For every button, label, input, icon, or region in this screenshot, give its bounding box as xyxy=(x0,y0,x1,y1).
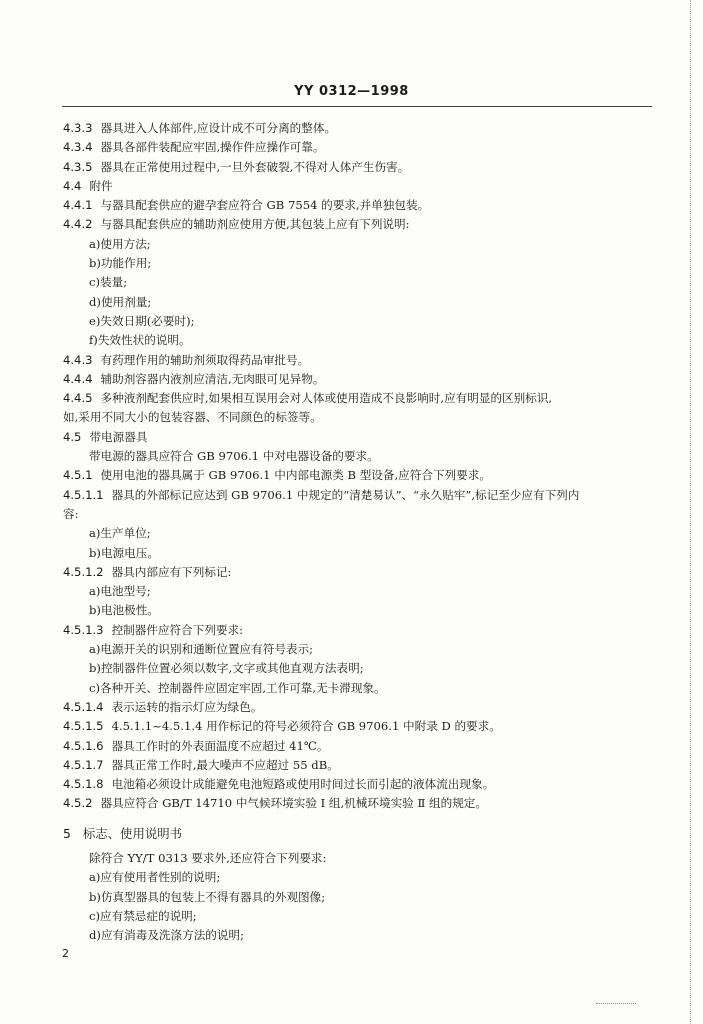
clause-line xyxy=(63,389,655,408)
clause-text: a)电源开关的识别和通断位置应有符号表示; xyxy=(89,642,314,657)
clause-text: 器具内部应有下列标记: xyxy=(111,564,232,579)
clause-number: 4.5.1.2 xyxy=(63,564,104,579)
document-code-header: YY 0312—1998 xyxy=(294,84,409,99)
clause-number: 4.5.1.7 xyxy=(63,757,104,772)
list-item xyxy=(63,640,655,659)
clause-text: 器具工作时的外表面温度不应超过 41℃。 xyxy=(111,738,329,753)
clause-number: 4.4.1 xyxy=(63,198,93,213)
clause-text: c)各种开关、控制器件应固定牢固,工作可靠,无卡滞现象。 xyxy=(89,680,386,695)
section-heading xyxy=(63,824,655,843)
header-rule xyxy=(62,106,652,107)
clause-line xyxy=(63,775,655,794)
page-number: 2 xyxy=(62,947,69,960)
clause-line xyxy=(63,849,655,868)
clause-number: 4.5.1.3 xyxy=(63,622,104,637)
clause-text: c)装量; xyxy=(89,275,128,290)
clause-line xyxy=(63,737,655,756)
clause-number: 5 xyxy=(63,825,71,841)
clause-text: a)应有使用者性别的说明; xyxy=(89,870,221,885)
clause-text: 器具正常工作时,最大噪声不应超过 55 dB。 xyxy=(111,757,339,772)
clause-line xyxy=(63,370,655,389)
clause-number: 4.4.5 xyxy=(63,391,93,406)
clause-number: 4.3.4 xyxy=(63,140,93,155)
clause-text: 与器具配套供应的避孕套应符合 GB 7554 的要求,并单独包装。 xyxy=(100,198,430,213)
list-item xyxy=(63,273,655,292)
clause-text: b)电源电压。 xyxy=(89,545,159,560)
clause-number: 4.5.2 xyxy=(63,796,93,811)
clause-text: a)生产单位; xyxy=(89,526,151,541)
clause-text: 与器具配套供应的辅助剂应使用方便,其包装上应有下列说明: xyxy=(100,217,410,232)
list-item xyxy=(63,254,655,273)
clause-number: 4.5.1.6 xyxy=(63,738,104,753)
scan-artifact-mark xyxy=(596,1003,636,1004)
list-item xyxy=(63,679,655,698)
list-item xyxy=(63,524,655,543)
document-body xyxy=(63,119,655,945)
clause-text: 电池箱必须设计成能避免电池短路或使用时间过长而引起的液体流出现象。 xyxy=(111,777,495,792)
clause-text: b)功能作用; xyxy=(89,256,152,271)
clause-text: 使用电池的器具属于 GB 9706.1 中内部电源类 B 型设备,应符合下列要求。 xyxy=(100,468,491,483)
clause-line xyxy=(63,196,655,215)
clause-text: f)失效性状的说明。 xyxy=(89,333,191,348)
clause-line xyxy=(63,447,655,466)
list-item xyxy=(63,544,655,563)
list-item xyxy=(63,235,655,254)
clause-line xyxy=(63,621,655,640)
clause-text: 如,采用不同大小的包装容器、不同颜色的标签等。 xyxy=(63,410,322,425)
clause-text: 带电源器具 xyxy=(89,429,148,444)
scan-margin-mark xyxy=(690,0,692,1024)
clause-text: b)仿真型器具的包装上不得有器具的外观图像; xyxy=(89,889,326,904)
clause-number: 4.5 xyxy=(63,429,82,444)
clause-text: d)应有消毒及洗涤方法的说明; xyxy=(89,928,244,943)
clause-line xyxy=(63,466,655,485)
clause-text: 器具在正常使用过程中,一旦外套破裂,不得对人体产生伤害。 xyxy=(100,159,410,174)
list-item xyxy=(63,331,655,350)
clause-text: 4.5.1.1~4.5.1.4 用作标记的符号必须符合 GB 9706.1 中附录 D 的要求。 xyxy=(111,719,501,734)
clause-text: d)使用剂量; xyxy=(89,294,152,309)
clause-line xyxy=(63,119,655,138)
clause-line xyxy=(63,215,655,234)
clause-text: 附件 xyxy=(89,178,113,193)
clause-line xyxy=(63,351,655,370)
clause-line xyxy=(63,717,655,736)
list-item xyxy=(63,312,655,331)
clause-number: 4.5.1.8 xyxy=(63,777,104,792)
clause-line xyxy=(63,563,655,582)
clause-text: 器具进入人体部件,应设计成不可分离的整体。 xyxy=(100,121,337,135)
list-item xyxy=(63,659,655,678)
clause-text: a)使用方法; xyxy=(89,236,151,251)
clause-number: 4.3.5 xyxy=(63,159,93,174)
clause-line xyxy=(63,698,655,717)
clause-text: e)失效日期(必要时); xyxy=(89,313,195,328)
list-item xyxy=(63,582,655,601)
clause-text: 容: xyxy=(63,506,79,521)
list-item xyxy=(63,293,655,312)
clause-text: 表示运转的指示灯应为绿色。 xyxy=(111,699,263,714)
clause-number: 4.4.4 xyxy=(63,371,93,386)
clause-number: 4.4 xyxy=(63,178,82,193)
clause-number: 4.4.2 xyxy=(63,217,93,232)
list-item xyxy=(63,907,655,926)
clause-line xyxy=(63,428,655,447)
clause-text: 除符合 YY/T 0313 要求外,还应符合下列要求: xyxy=(89,850,327,865)
clause-line xyxy=(63,408,655,427)
clause-text: 有药理作用的辅助剂须取得药品审批号。 xyxy=(100,352,310,367)
clause-line xyxy=(63,486,655,505)
clause-text: b)电池极性。 xyxy=(89,603,159,618)
clause-text: 标志、使用说明书 xyxy=(82,825,183,841)
clause-line xyxy=(63,158,655,177)
list-item xyxy=(63,868,655,887)
list-item xyxy=(63,601,655,620)
clause-line xyxy=(63,138,655,157)
clause-number: 4.5.1.5 xyxy=(63,719,104,734)
clause-text: 辅助剂容器内液剂应清洁,无肉眼可见异物。 xyxy=(100,371,325,386)
clause-text: 带电源的器具应符合 GB 9706.1 中对电器设备的要求。 xyxy=(89,449,379,464)
clause-text: b)控制器件位置必须以数字,文字或其他直观方法表明; xyxy=(89,661,364,676)
clause-number: 4.5.1 xyxy=(63,468,93,483)
clause-text: 器具的外部标记应达到 GB 9706.1 中规定的“清楚易认”、“永久贴牢”,标记至少应有下列内 xyxy=(111,487,580,502)
clause-line xyxy=(63,177,655,196)
clause-text: 器具应符合 GB/T 14710 中气候环境实验 Ⅰ 组,机械环境实验 Ⅱ 组的规定。 xyxy=(100,796,487,811)
clause-line xyxy=(63,756,655,775)
clause-number: 4.4.3 xyxy=(63,352,93,367)
clause-number: 4.5.1.4 xyxy=(63,699,104,714)
clause-text: 控制器件应符合下列要求: xyxy=(111,622,244,637)
clause-text: a)电池型号; xyxy=(89,584,151,599)
clause-number: 4.3.3 xyxy=(63,121,93,135)
clause-text: 多种液剂配套供应时,如果相互误用会对人体或使用造成不良影响时,应有明显的区别标识, xyxy=(100,391,553,406)
clause-line xyxy=(63,794,655,813)
list-item xyxy=(63,926,655,945)
list-item xyxy=(63,888,655,907)
clause-number: 4.5.1.1 xyxy=(63,487,104,502)
clause-text: c)应有禁忌症的说明; xyxy=(89,908,197,923)
clause-text: 器具各部件装配应牢固,操作件应操作可靠。 xyxy=(100,140,325,155)
clause-line xyxy=(63,505,655,524)
